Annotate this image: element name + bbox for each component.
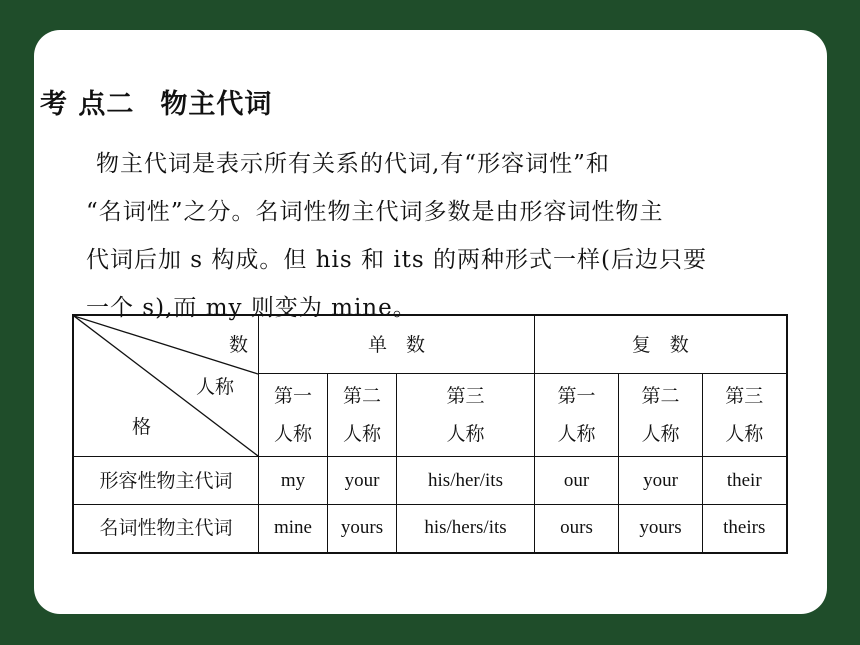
corner-label-person: 人称	[195, 376, 234, 398]
person-header	[703, 374, 787, 457]
table-cell: your	[619, 457, 703, 505]
row-label-noun: 名词性物主代词	[73, 505, 259, 553]
paragraph-line: 代词后加 s 构成。但 his 和 its 的两种形式一样(后边只要	[86, 247, 708, 273]
person-header-text: 第三 人称	[446, 385, 485, 446]
person-header	[619, 374, 703, 457]
person-header	[397, 374, 535, 457]
person-header-text: 第三 人称	[725, 385, 764, 446]
table-cell: our	[535, 457, 619, 505]
paragraph-line: 一个 s),而 my 则变为 mine。	[86, 295, 417, 321]
person-header-text: 第一 人称	[273, 385, 312, 446]
table-cell: yours	[328, 505, 397, 553]
person-header-text: 第二 人称	[641, 385, 680, 446]
table-cell: theirs	[703, 505, 787, 553]
table-corner-cell	[73, 315, 259, 457]
table-cell: your	[328, 457, 397, 505]
table-cell: yours	[619, 505, 703, 553]
corner-label-case: 格	[132, 416, 152, 438]
paragraph-line: “名词性”之分。名词性物主代词多数是由形容词性物主	[86, 199, 664, 225]
table-row	[73, 457, 787, 505]
section-heading	[40, 82, 272, 121]
table-cell: mine	[259, 505, 328, 553]
row-label-adjective: 形容性物主代词	[73, 457, 259, 505]
group-header-plural: 复 数	[535, 315, 787, 374]
table-cell: my	[259, 457, 328, 505]
pronoun-table	[72, 314, 788, 554]
corner-label-number: 数	[228, 334, 248, 356]
table-cell: his/her/its	[397, 457, 535, 505]
table-cell: ours	[535, 505, 619, 553]
person-header	[328, 374, 397, 457]
explanation-paragraph	[86, 140, 796, 332]
person-header-text: 第一 人称	[557, 385, 596, 446]
table-row	[73, 505, 787, 553]
table-cell: his/hers/its	[397, 505, 535, 553]
person-header	[259, 374, 328, 457]
paragraph-line: 物主代词是表示所有关系的代词,有“形容词性”和	[96, 151, 610, 177]
group-header-singular: 单 数	[259, 315, 535, 374]
person-header-text: 第二 人称	[342, 385, 381, 446]
heading-topic-number: 考 点二	[40, 89, 135, 120]
table-cell: their	[703, 457, 787, 505]
heading-topic-name: 物主代词	[160, 89, 273, 120]
person-header	[535, 374, 619, 457]
